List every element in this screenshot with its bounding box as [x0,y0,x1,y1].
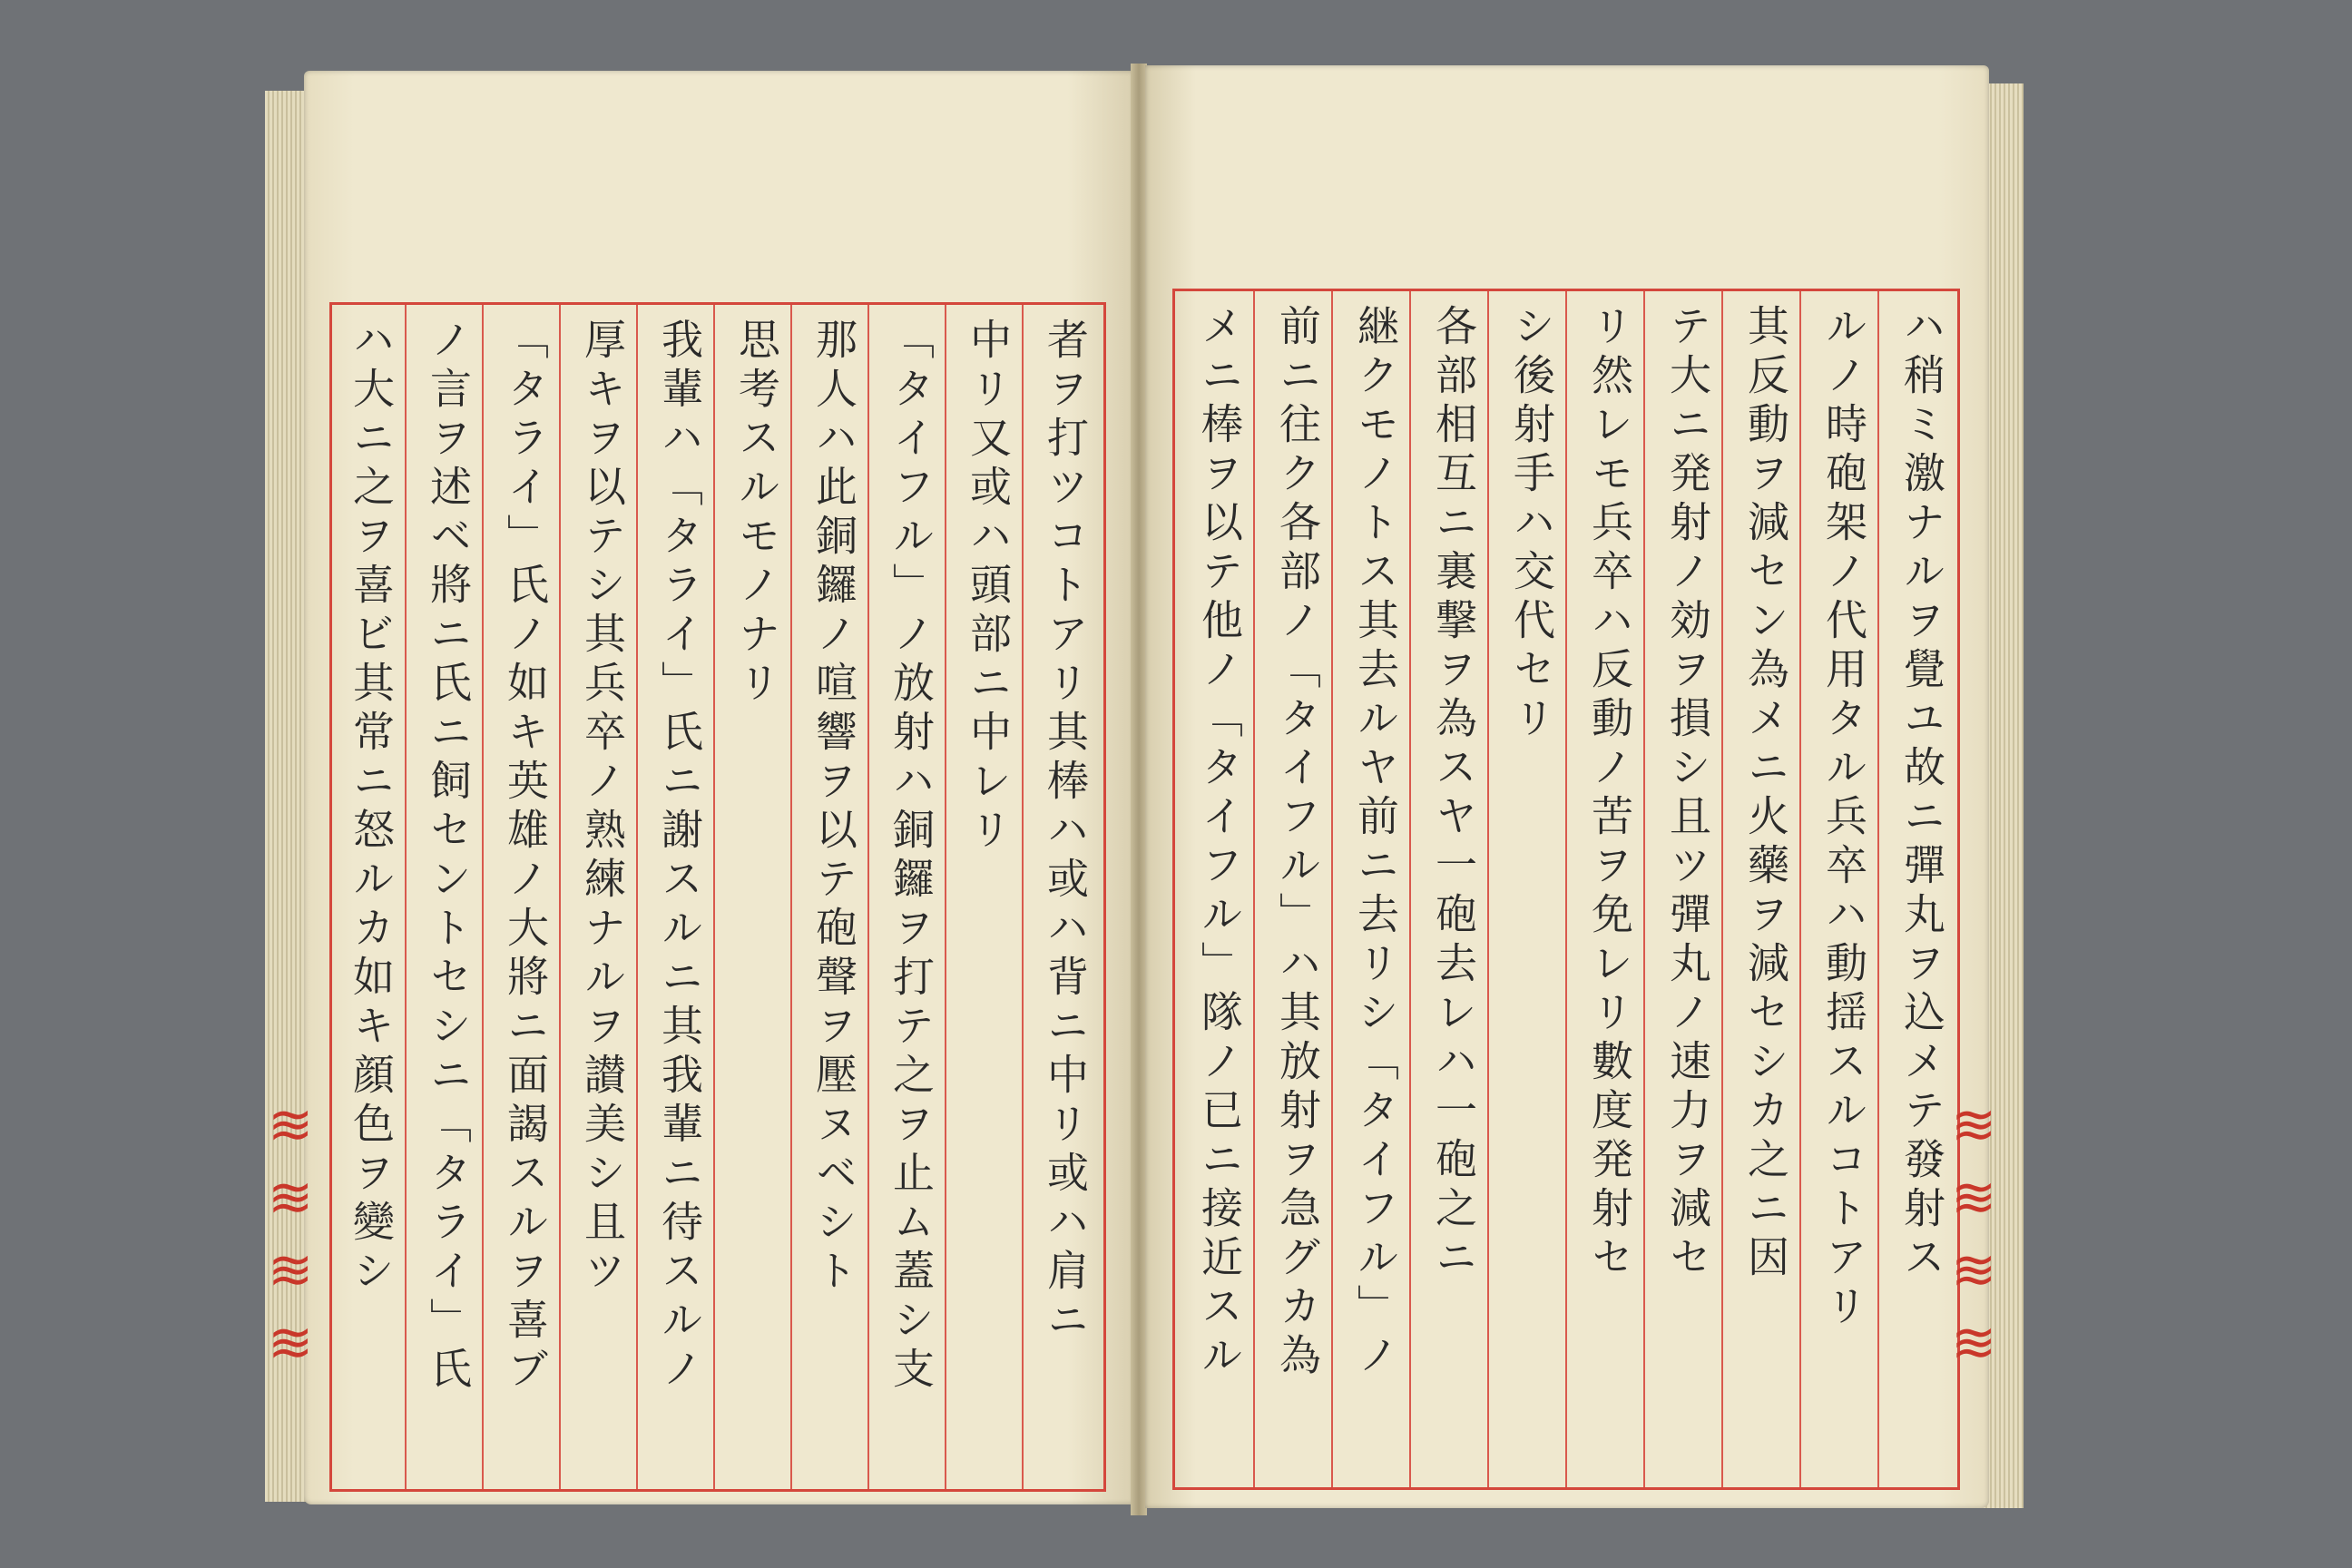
text-column: リ然レモ兵卒ハ反動ノ苦ヲ免レリ數度発射セ [1585,304,1634,1284]
text-column: 「タイフル」ノ放射ハ銅鑼ヲ打テ之ヲ止ム蓋シ支 [887,318,936,1396]
text-column: 其反動ヲ減セン為メニ火藥ヲ減セシカ之ニ因 [1741,304,1790,1284]
left-page [304,71,1134,1504]
text-column: ハ稍ミ激ナルヲ覺ユ故ニ彈丸ヲ込メテ發射ス [1897,304,1946,1284]
text-column: 中リ又或ハ頭部ニ中レリ [964,318,1013,857]
text-column: ルノ時砲架ノ代用タル兵卒ハ動揺スルコトアリ [1819,304,1868,1333]
left-page-red-frame [329,302,1106,1492]
text-column: メニ棒ヲ以テ他ノ「タイフル」隊ノ已ニ接近スル [1195,304,1244,1382]
text-column: 各部相互ニ裏撃ヲ為スヤ一砲去レハ一砲之ニ [1429,304,1478,1284]
text-column: 我輩ハ「タライ」氏ニ謝スルニ其我輩ニ待スルノ [655,318,704,1396]
text-column: 厚キヲ以テシ其兵卒ノ熟練ナルヲ讃美シ且ツ [578,318,627,1298]
text-column: 那人ハ此銅鑼ノ喧響ヲ以テ砲聲ヲ壓ヌベシト [809,318,858,1298]
red-edge-marks-left: ≋ [268,1239,309,1302]
text-column: 「タライ」氏ノ如キ英雄ノ大將ニ面謁スルヲ喜ブ [501,318,550,1396]
text-column: ノ言ヲ述ベ將ニ氏ニ飼セントセシニ「タライ」氏 [424,318,473,1396]
red-edge-marks-right: ≋ [1951,1311,1992,1375]
red-edge-marks-left: ≋ [268,1093,309,1157]
red-edge-marks-right: ≋ [1951,1166,1992,1230]
red-edge-marks-right: ≋ [1951,1239,1992,1302]
right-page [1145,65,1992,1508]
text-column: シ後射手ハ交代セリ [1507,304,1556,745]
text-column: 者ヲ打ツコトアリ其棒ハ或ハ背ニ中リ或ハ肩ニ [1041,318,1090,1347]
red-edge-marks-left: ≋ [268,1166,309,1230]
text-column: テ大ニ発射ノ効ヲ損シ且ツ彈丸ノ速力ヲ減セ [1663,304,1712,1284]
red-edge-marks-left: ≋ [268,1311,309,1375]
text-column: ハ大ニ之ヲ喜ビ其常ニ怒ルカ如キ顔色ヲ變シ [347,318,396,1298]
text-column: 前ニ往ク各部ノ「タイフル」ハ其放射ヲ急グカ為 [1273,304,1322,1382]
text-column: 継クモノトス其去ルヤ前ニ去リシ「タイフル」ノ [1351,304,1400,1382]
right-page-red-frame [1172,289,1960,1490]
text-column: 思考スルモノナリ [732,318,781,710]
red-edge-marks-right: ≋ [1951,1093,1992,1157]
